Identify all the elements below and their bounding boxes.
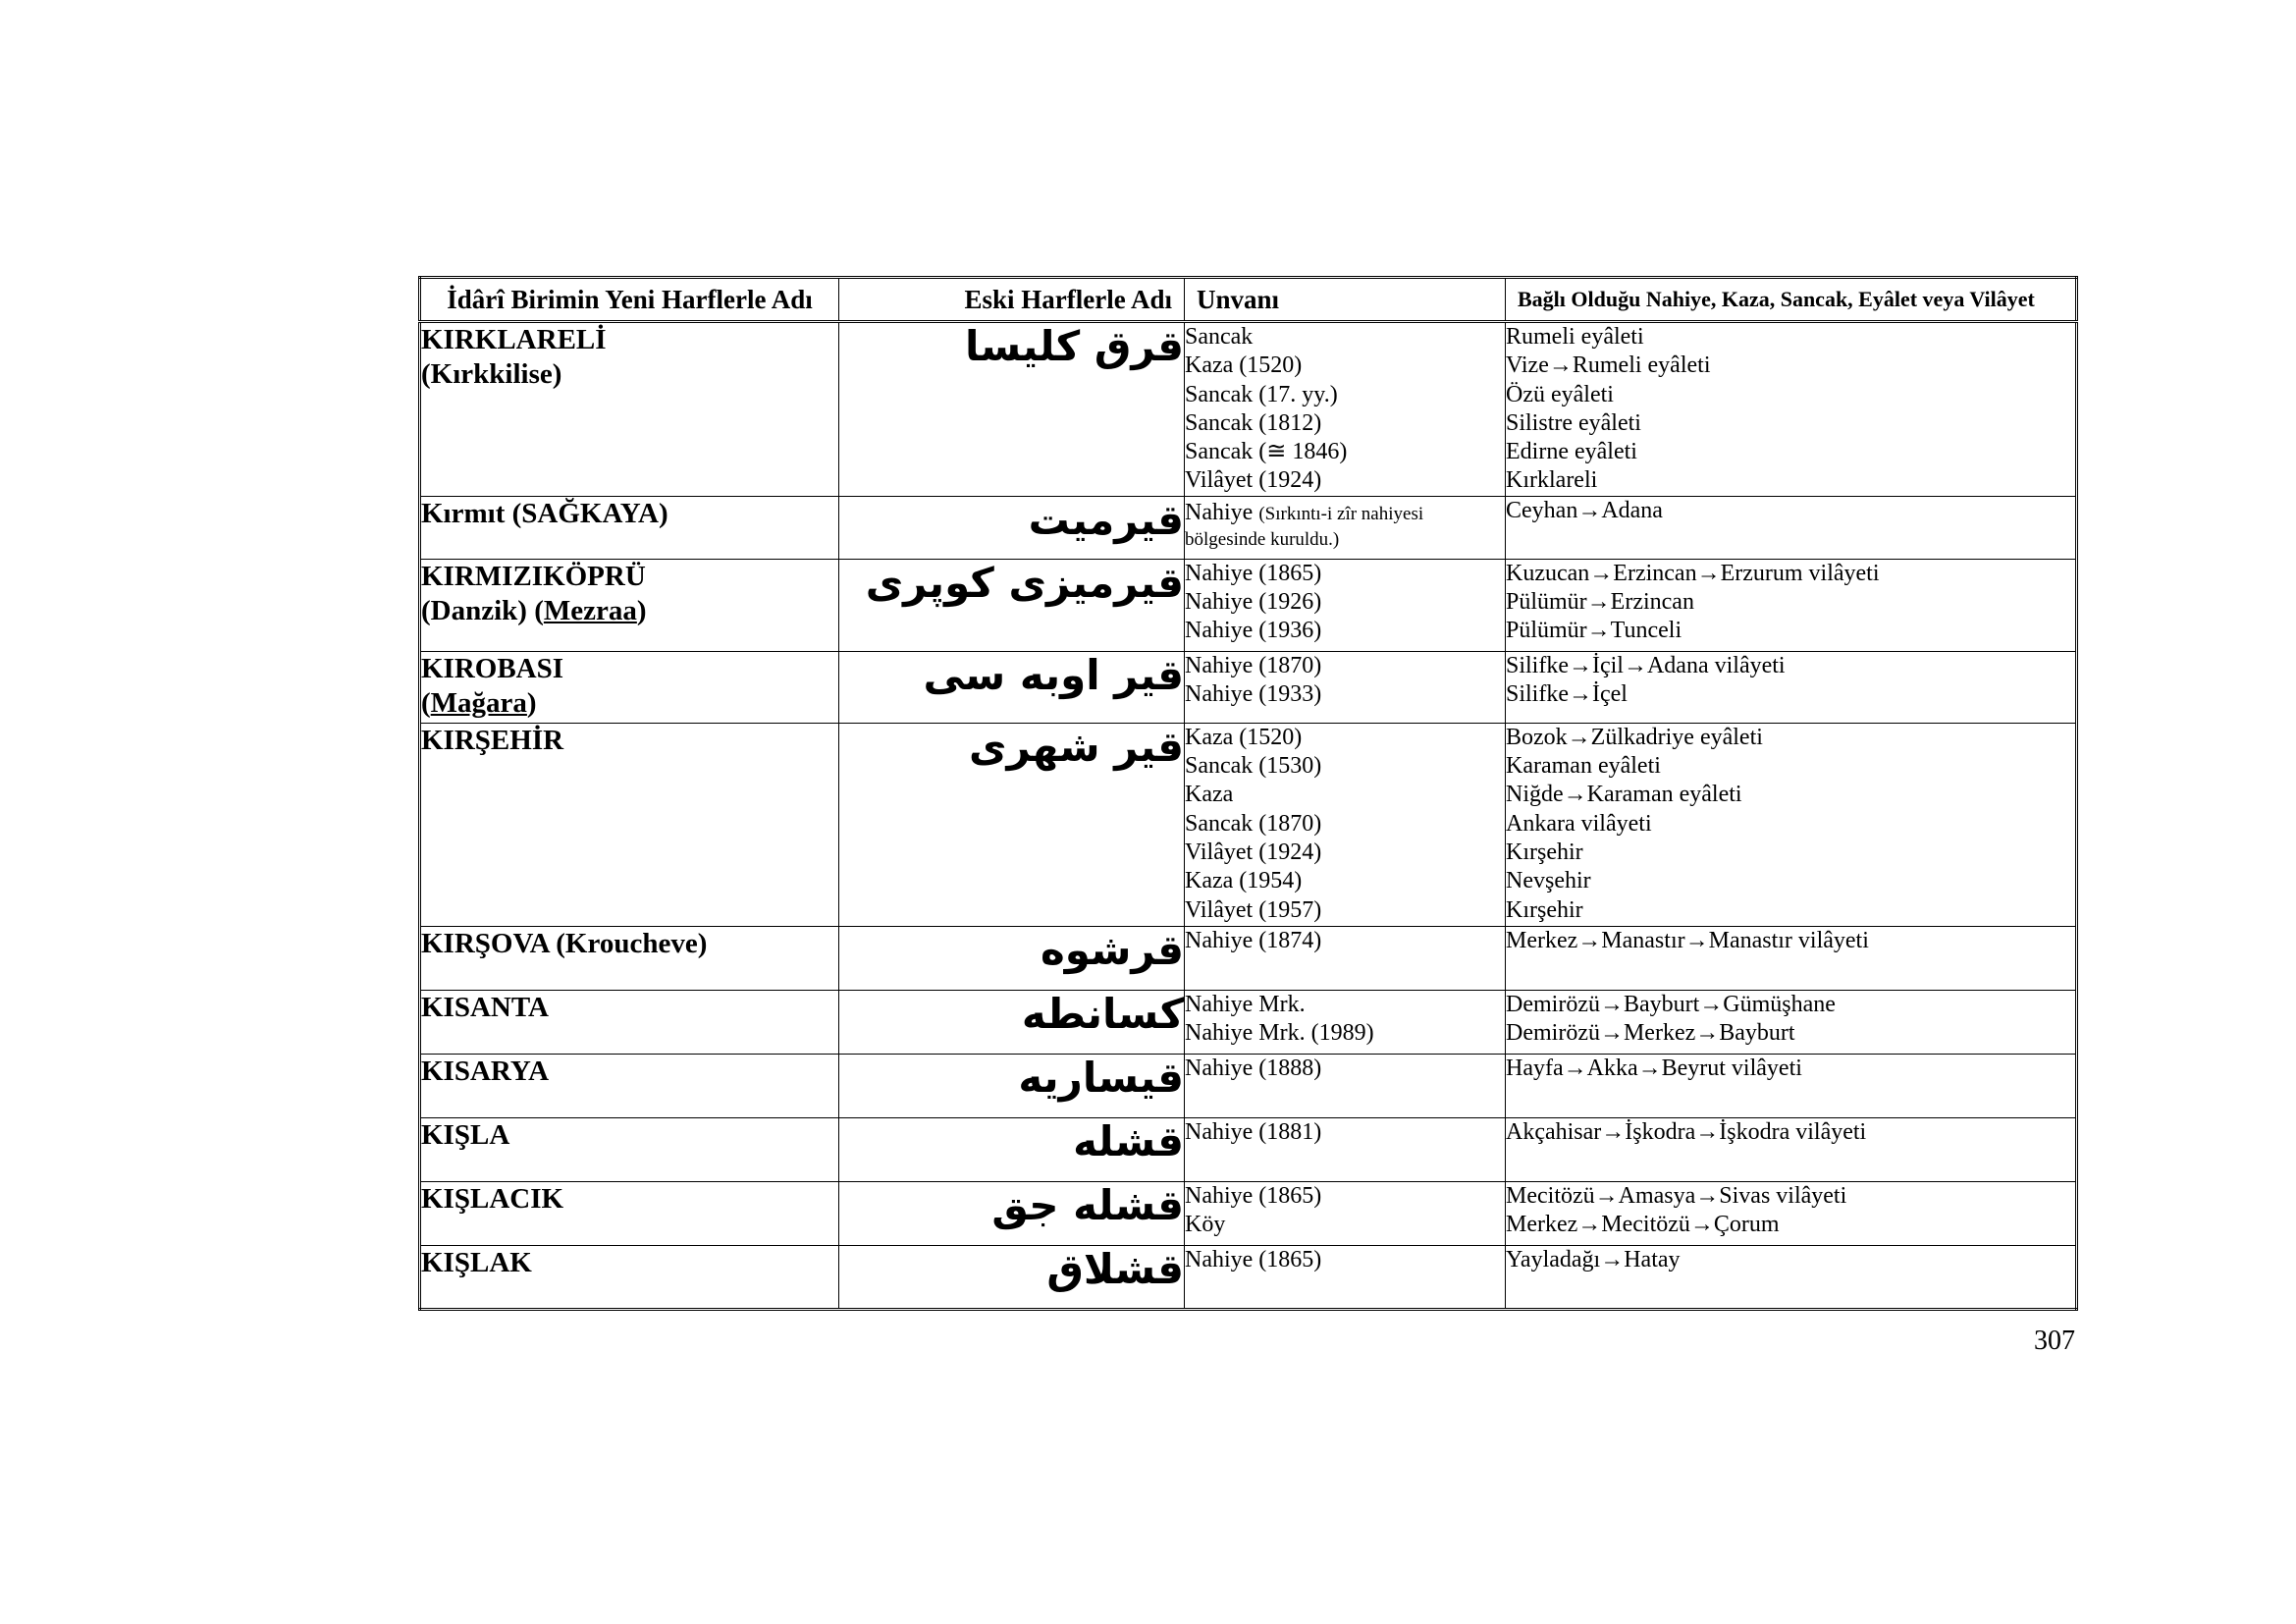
affiliation-cell: Merkez→Manastır→Manastır vilâyeti [1506,926,2077,990]
table-row [420,496,2077,559]
title-cell: Nahiye (1888) [1185,1054,1506,1117]
old-name-cell: قير شهرى [839,723,1185,926]
table-row [420,651,2077,723]
old-name-cell: قيرميت [839,496,1185,559]
header-title: Unvanı [1185,278,1506,322]
new-name-cell: KISARYA [420,1054,839,1117]
affiliation-cell: Demirözü→Bayburt→Gümüşhane Demirözü→Merkez→Bayburt [1506,990,2077,1054]
title-note: bölgesinde kuruldu.) [1185,529,1340,551]
title-cell: Nahiye (1881) [1185,1117,1506,1181]
table-row [420,926,2077,990]
title-cell: Nahiye (1865) [1185,1245,1506,1309]
affiliation-cell: Silifke→İçil→Adana vilâyeti Silifke→İçel [1506,651,2077,723]
title-main: Nahiye [1185,499,1254,525]
affiliation-cell: Akçahisar→İşkodra→İşkodra vilâyeti [1506,1117,2077,1181]
underlined-name: Mağara [430,686,527,719]
place-names-table [418,276,2078,1311]
new-name-cell: KIRMIZIKÖPRÜ (Danzik) (Mezraa) [420,559,839,651]
table-row [420,723,2077,926]
affiliation-cell: Hayfa→Akka→Beyrut vilâyeti [1506,1054,2077,1117]
old-name-cell: قير اوبه سى [839,651,1185,723]
old-name-cell: قشله جق [839,1181,1185,1245]
old-name-cell: قشلاق [839,1245,1185,1309]
new-name-cell: Kırmıt (SAĞKAYA) [420,496,839,559]
title-cell: Nahiye (1870) Nahiye (1933) [1185,651,1506,723]
table-row [420,1054,2077,1117]
header-affiliation: Bağlı Olduğu Nahiye, Kaza, Sancak, Eyâlet veya Vilâyet [1506,278,2077,322]
title-note: (Sırkıntı-i zîr nahiyesi [1258,503,1424,524]
affiliation-cell: Bozok→Zülkadriye eyâleti Karaman eyâleti Niğde→Karaman eyâleti Ankara vilâyeti Kırşehir Nevşehir Kırşehir [1506,723,2077,926]
title-cell: Kaza (1520) Sancak (1530) Kaza Sancak (1870) Vilâyet (1924) Kaza (1954) Vilâyet (1957) [1185,723,1506,926]
title-cell: Sancak Kaza (1520) Sancak (17. yy.) Sancak (1812) Sancak (≅ 1846) Vilâyet (1924) [1185,322,1506,497]
new-name-cell: KISANTA [420,990,839,1054]
table-row [420,1181,2077,1245]
affiliation-cell: Ceyhan→Adana [1506,496,2077,559]
old-name-cell: قرق كليسا [839,322,1185,497]
old-name-cell: قيرميزى كوپرى [839,559,1185,651]
new-name-cell: KIŞLACIK [420,1181,839,1245]
table-row [420,559,2077,651]
affiliation-cell: Mecitözü→Amasya→Sivas vilâyeti Merkez→Mecitözü→Çorum [1506,1181,2077,1245]
table-row [420,990,2077,1054]
table-row [420,1245,2077,1309]
title-cell: Nahiye Mrk. Nahiye Mrk. (1989) [1185,990,1506,1054]
new-name-cell: KIŞLA [420,1117,839,1181]
old-name-cell: كسانطه [839,990,1185,1054]
title-cell: Nahiye (1865) Nahiye (1926) Nahiye (1936) [1185,559,1506,651]
header-old-name: Eski Harflerle Adı [839,278,1185,322]
page-number: 307 [2034,1326,2075,1356]
old-name-cell: قشله [839,1117,1185,1181]
affiliation-cell: Yayladağı→Hatay [1506,1245,2077,1309]
underlined-name: Mezraa [543,594,637,626]
table-header [420,278,2077,322]
title-cell: Nahiye (1865) Köy [1185,1181,1506,1245]
header-new-name: İdârî Birimin Yeni Harflerle Adı [420,278,839,322]
table-row [420,1117,2077,1181]
new-name-cell: KIŞLAK [420,1245,839,1309]
old-name-cell: قرشوه [839,926,1185,990]
new-name-cell: KIRŞOVA (Kroucheve) [420,926,839,990]
affiliation-cell: Rumeli eyâleti Vize→Rumeli eyâleti Özü eyâleti Silistre eyâleti Edirne eyâleti Kırklareli [1506,322,2077,497]
new-name-cell: KIRKLARELİ (Kırkkilise) [420,322,839,497]
table-row [420,322,2077,497]
new-name-cell: KIRŞEHİR [420,723,839,926]
new-name-cell: KIROBASI (Mağara) [420,651,839,723]
old-name-cell: قيساريه [839,1054,1185,1117]
title-cell: Nahiye (1874) [1185,926,1506,990]
title-cell [1185,496,1506,559]
affiliation-cell: Kuzucan→Erzincan→Erzurum vilâyeti Pülümür→Erzincan Pülümür→Tunceli [1506,559,2077,651]
